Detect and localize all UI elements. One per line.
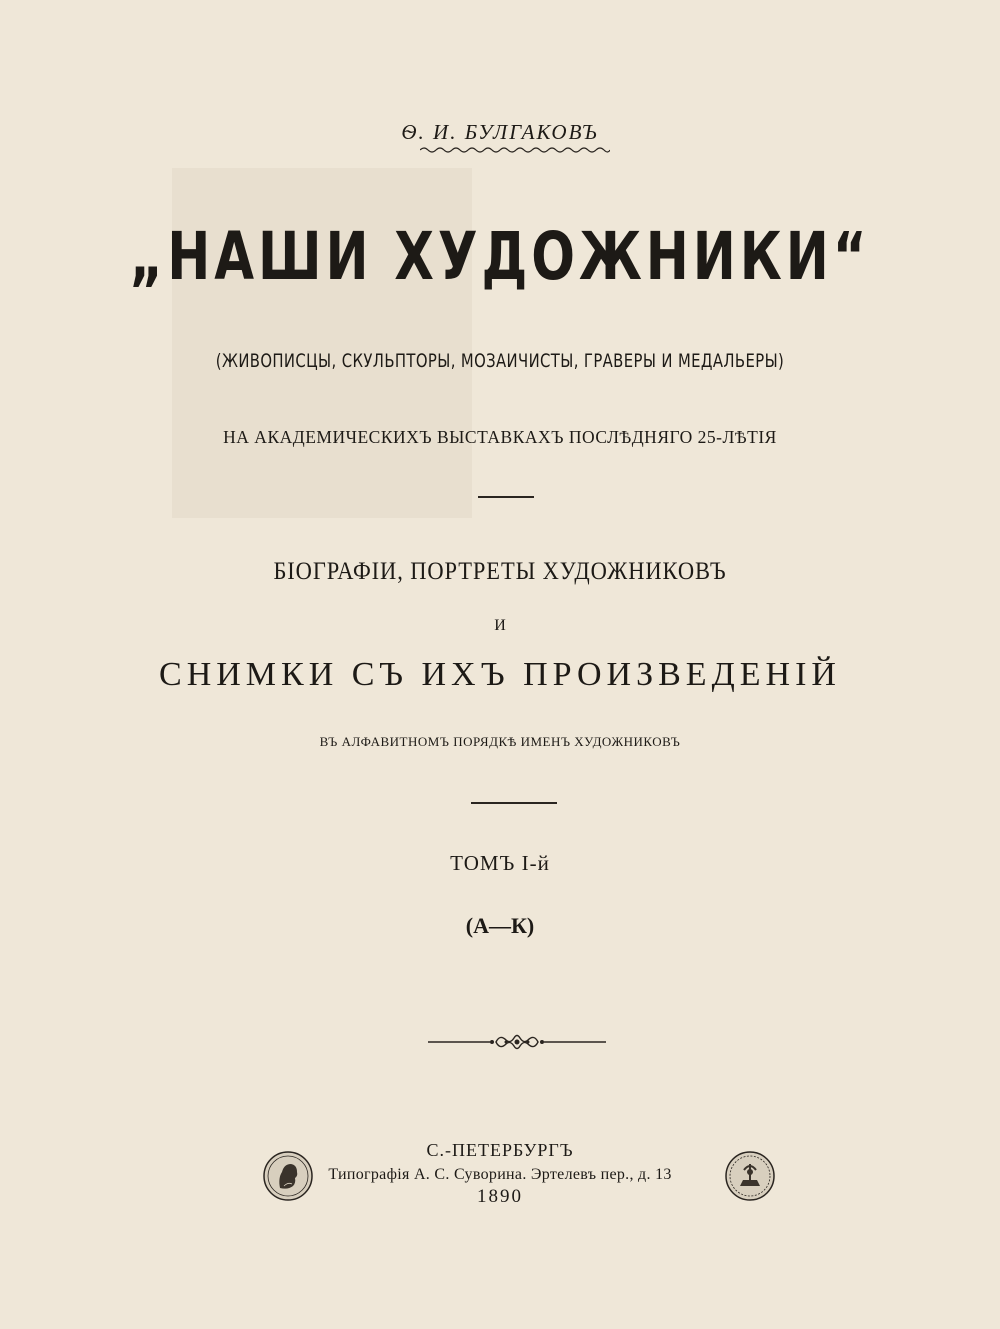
letter-range: (А—К) — [465, 913, 535, 938]
volume-label: ТОМЪ І-й — [450, 851, 550, 875]
printer-imprint: Типографія А. С. Суворина. Эртелевъ пер., д. 13 — [328, 1166, 672, 1183]
alphabetical-note: ВЪ АЛФАВИТНОМЪ ПОРЯДКѢ ИМЕНЪ ХУДОЖНИКОВЪ — [319, 734, 681, 749]
snapshots-heading: СНИМКИ СЪ ИХЪ ПРОИЗВЕДЕНІЙ — [159, 656, 841, 693]
author-name: Ѳ. И. БУЛГАКОВЪ — [401, 120, 599, 144]
book-title: „НАШИ ХУДОЖНИКИ“ — [129, 218, 871, 295]
medal-portrait-icon — [262, 1150, 314, 1202]
city: С.-ПЕТЕРБУРГЪ — [426, 1140, 574, 1160]
publication-year: 1890 — [477, 1186, 523, 1207]
subtitle-exhibitions: НА АКАДЕМИЧЕСКИХЪ ВЫСТАВКАХЪ ПОСЛѢДНЯГО 25-ЛѢТІЯ — [223, 427, 777, 447]
divider-medium — [471, 802, 557, 804]
divider-short — [478, 496, 534, 498]
ornament-vignette-icon — [428, 1030, 606, 1054]
biographies-heading: БІОГРАФІИ, ПОРТРЕТЫ ХУДОЖНИКОВЪ — [273, 558, 727, 585]
wavy-underline-icon — [420, 146, 610, 154]
conjunction: И — [494, 617, 506, 634]
subtitle-artist-types: (ЖИВОПИСЦЫ, СКУЛЬПТОРЫ, МОЗАИЧИСТЫ, ГРАВЕРЫ И МЕДАЛЬЕРЫ) — [215, 350, 785, 372]
medal-emblem-icon — [724, 1150, 776, 1202]
